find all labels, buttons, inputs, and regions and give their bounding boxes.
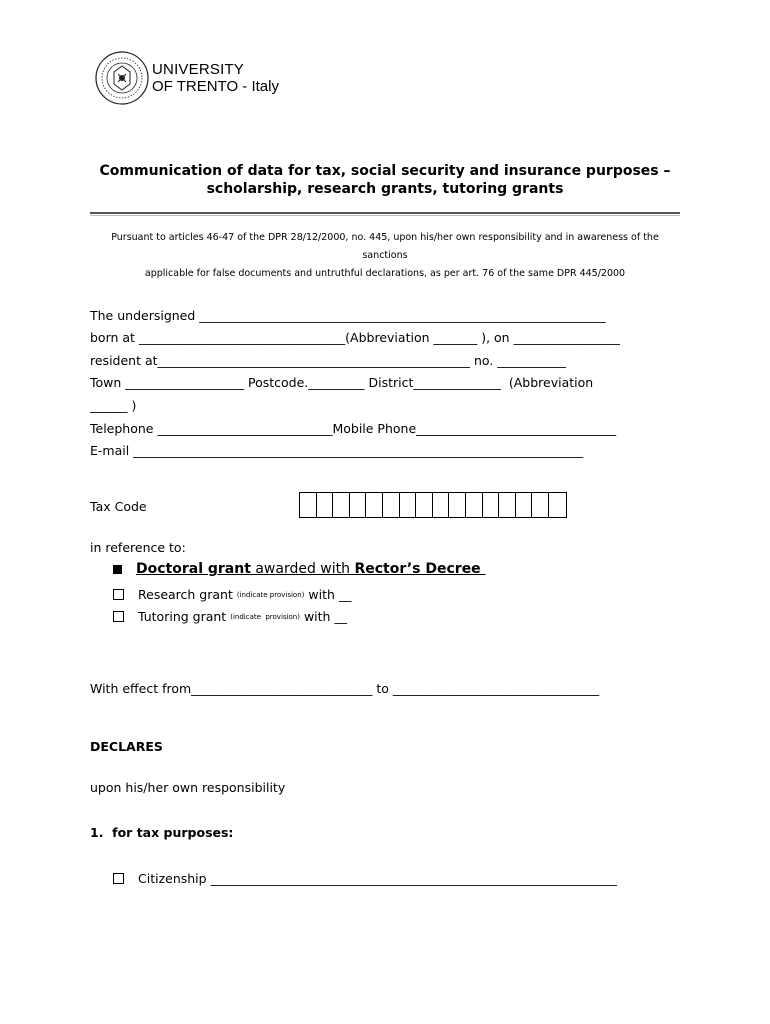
pursuant-line1: Pursuant to articles 46-47 of the DPR 28/12/2000, no. 445, upon his/her own responsibility and in awareness of the (111, 232, 659, 243)
tax-code-cell[interactable] (400, 493, 417, 517)
town-field[interactable]: Town ___________________ Postcode._________ District______________ (Abbreviation (90, 375, 594, 390)
tax-code-cell[interactable] (383, 493, 400, 517)
logo-line1: UNIVERSITY (152, 61, 245, 78)
university-logo (94, 50, 279, 106)
born-field[interactable]: born at _________________________________(Abbreviation _______ ), on _________________ (90, 330, 620, 345)
section-tax-purposes: 1. for tax purposes: (90, 825, 234, 840)
pursuant-line2: sanctions (362, 250, 408, 261)
tax-code-cell[interactable] (300, 493, 317, 517)
awarded-with-text: awarded with (250, 561, 355, 577)
email-field[interactable]: E-mail ________________________________________________________________________ (90, 443, 584, 458)
tax-code-cell[interactable] (499, 493, 516, 517)
reference-label: in reference to: (90, 540, 186, 555)
logo-line2: OF TRENTO - Italy (152, 78, 279, 95)
document-title (60, 162, 710, 198)
telephone-field[interactable]: Telephone ____________________________Mobile Phone________________________________ (90, 421, 617, 436)
tutoring-grant-option[interactable] (113, 609, 347, 624)
tax-code-cell[interactable] (333, 493, 350, 517)
abbreviation-field[interactable]: ______ ) (90, 398, 137, 413)
tax-code-cell[interactable] (433, 493, 450, 517)
tax-code-cell[interactable] (483, 493, 500, 517)
title-line2: scholarship, research grants, tutoring grants (206, 181, 564, 197)
tutoring-grant-with[interactable]: with __ (303, 609, 347, 624)
responsibility-text: upon his/her own responsibility (90, 780, 286, 795)
citizenship-field[interactable]: Citizenship _________________________________________________________________ (138, 871, 617, 886)
research-grant-note: (indicate provision) (236, 590, 305, 599)
research-grant-option[interactable] (113, 587, 351, 602)
declares-heading: DECLARES (90, 739, 163, 754)
doctoral-grant-label: Doctoral grant (136, 561, 251, 577)
rectors-decree-label: Rector’s Decree (354, 561, 486, 577)
tax-code-boxes[interactable] (299, 492, 567, 518)
checkbox-icon[interactable] (113, 611, 124, 622)
doctoral-grant-option[interactable] (113, 561, 486, 577)
resident-field[interactable]: resident at__________________________________________________ no. ___________ (90, 353, 567, 368)
tax-code-cell[interactable] (532, 493, 549, 517)
tax-code-cell[interactable] (516, 493, 533, 517)
undersigned-field[interactable]: The undersigned _________________________________________________________________ (90, 308, 606, 323)
tax-code-cell[interactable] (317, 493, 334, 517)
tax-code-cell[interactable] (350, 493, 367, 517)
title-divider (90, 212, 680, 214)
university-seal-icon (94, 50, 150, 106)
tutoring-grant-note: (indicate provision) (230, 612, 300, 621)
tax-code-cell[interactable] (449, 493, 466, 517)
tax-code-cell[interactable] (366, 493, 383, 517)
citizenship-option[interactable] (113, 871, 617, 886)
checkbox-icon[interactable] (113, 873, 124, 884)
checked-square-icon[interactable] (113, 565, 122, 574)
pursuant-line3: applicable for false documents and untruthful declarations, as per art. 76 of the same DPR 445/2000 (144, 268, 626, 279)
title-line1: Communication of data for tax, social security and insurance purposes – (99, 163, 671, 179)
research-grant-with[interactable]: with __ (308, 587, 352, 602)
research-grant-label: Research grant (138, 587, 233, 602)
tax-code-cell[interactable] (549, 493, 566, 517)
tax-code-label: Tax Code (90, 499, 147, 514)
pursuant-paragraph (85, 229, 685, 283)
tax-code-cell[interactable] (416, 493, 433, 517)
tutoring-grant-label: Tutoring grant (138, 609, 227, 624)
effect-field[interactable]: With effect from_____________________________ to _________________________________ (90, 681, 600, 696)
checkbox-icon[interactable] (113, 589, 124, 600)
title-divider-secondary (90, 215, 680, 216)
tax-code-cell[interactable] (466, 493, 483, 517)
